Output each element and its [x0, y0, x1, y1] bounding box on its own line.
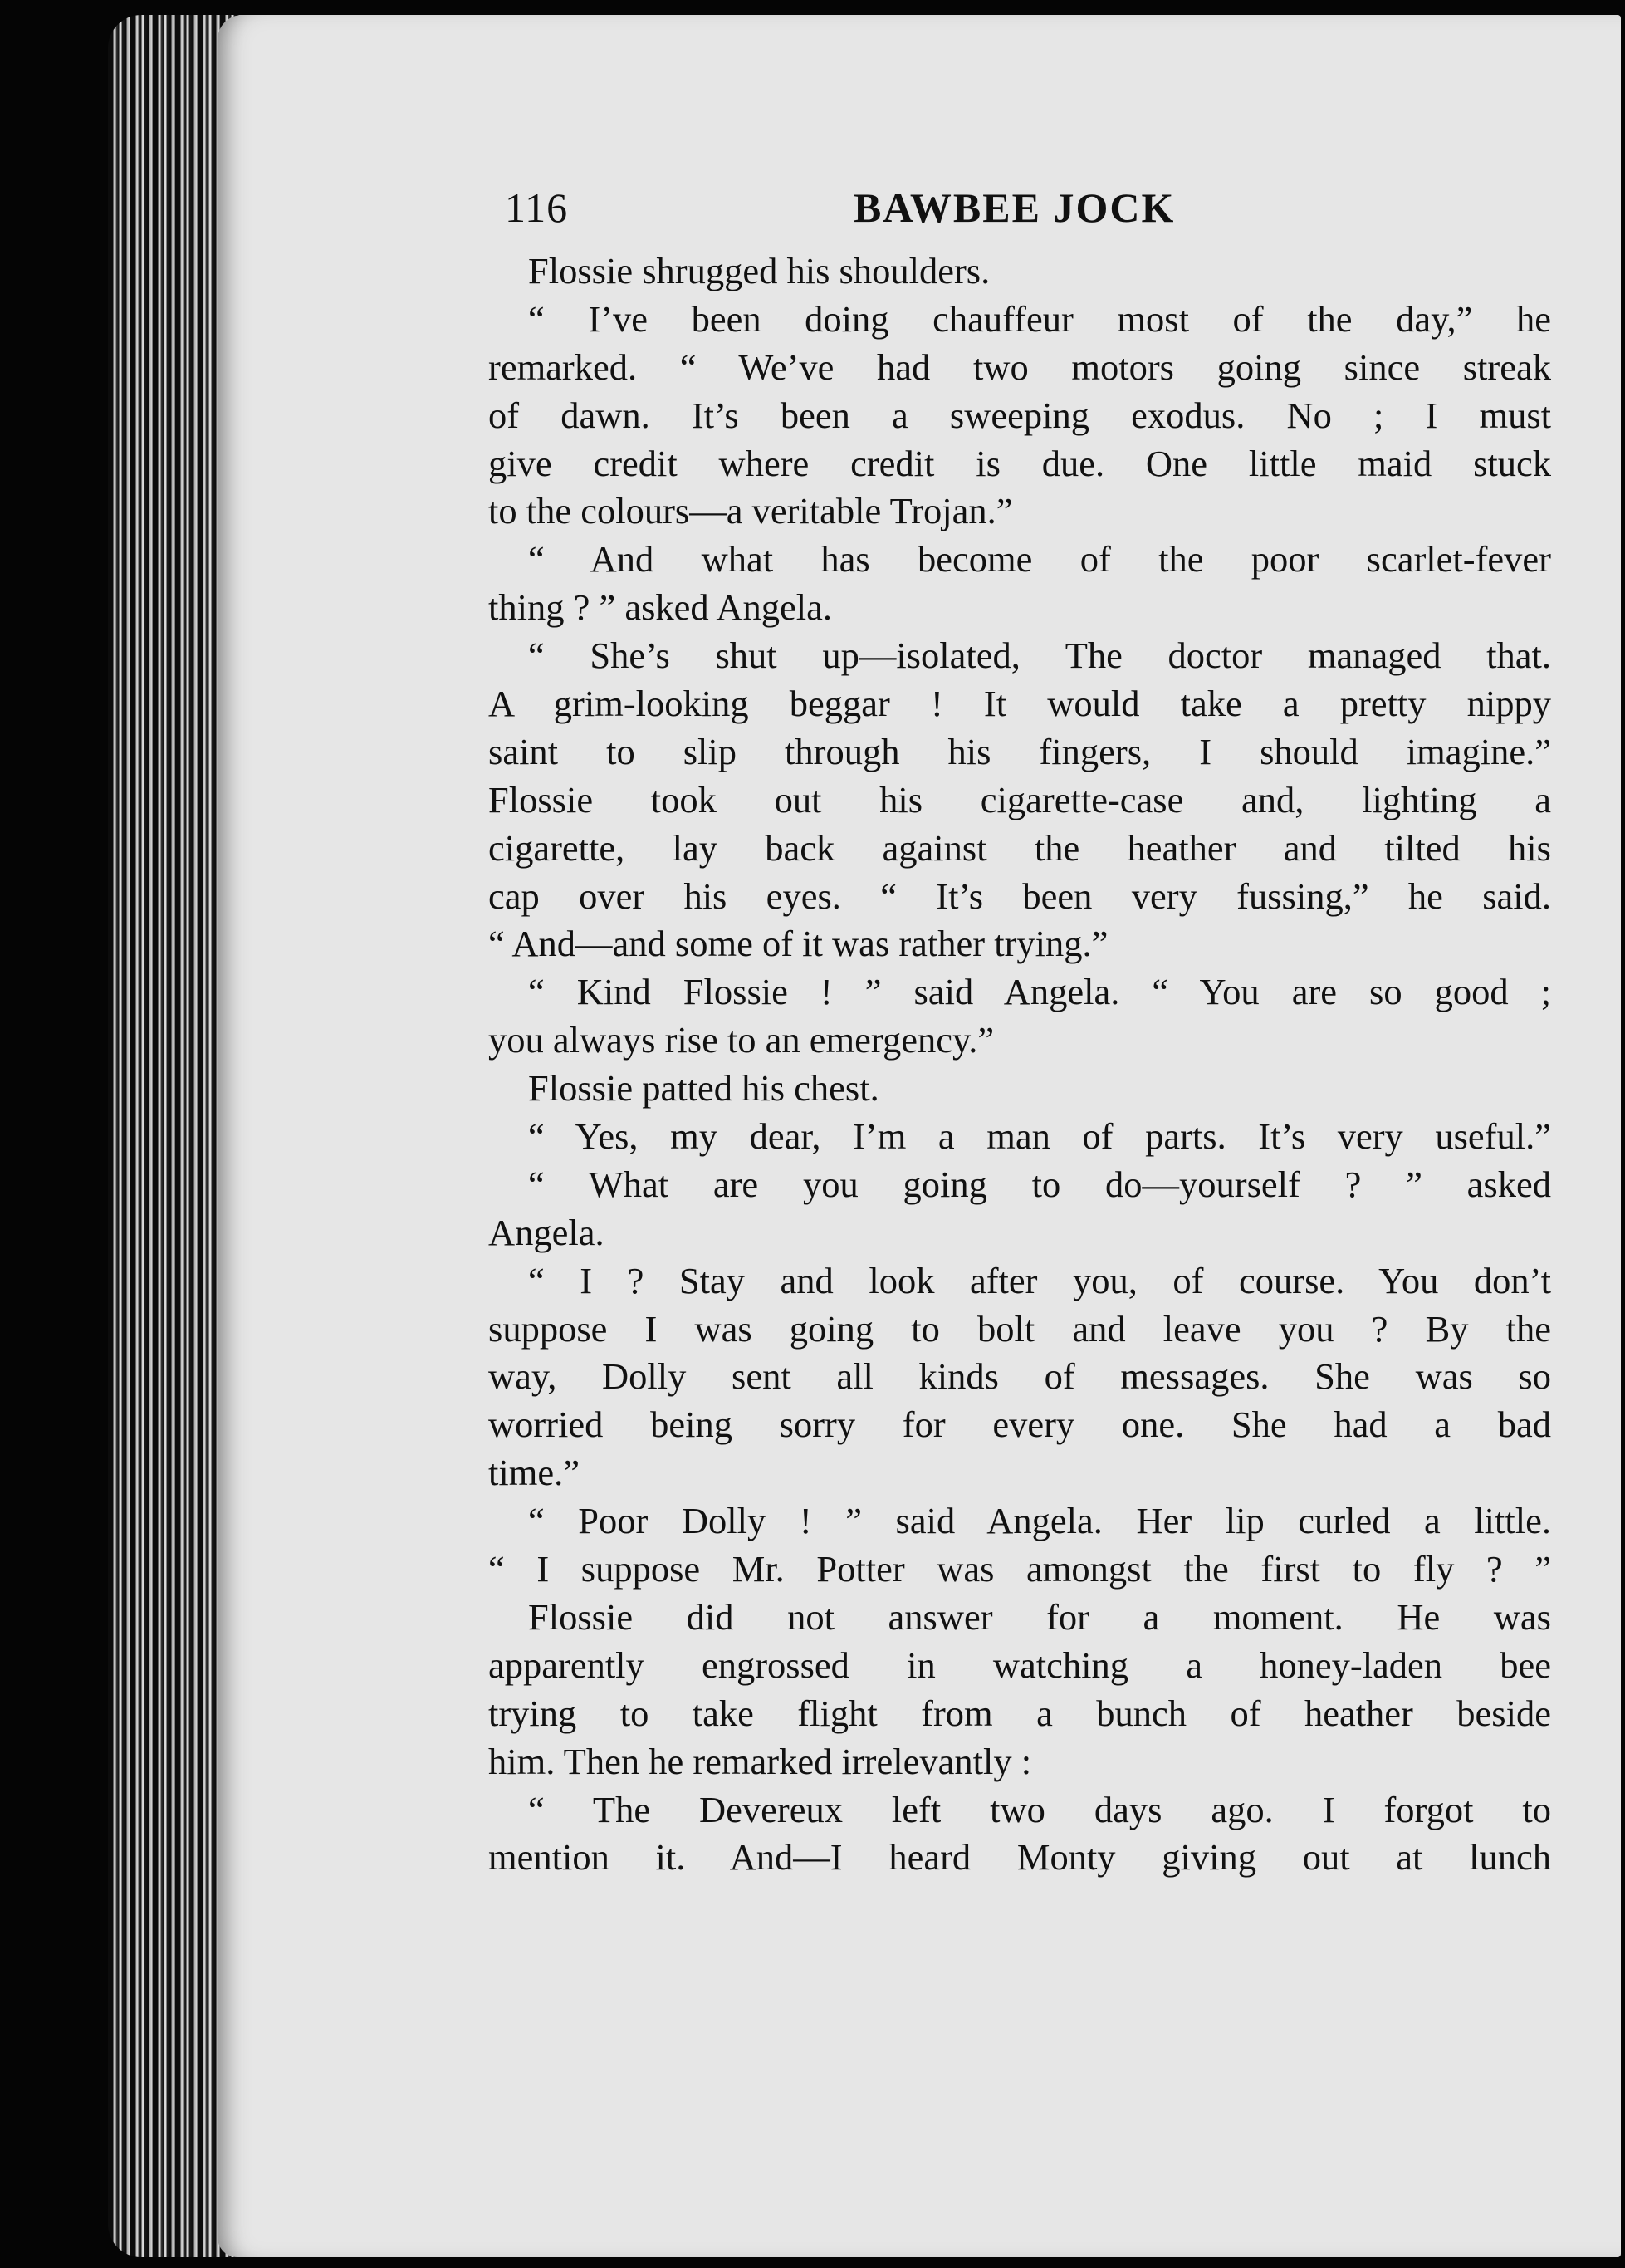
text-line: way, Dolly sent all kinds of messages. She was so — [488, 1355, 1551, 1398]
body-text — [488, 247, 1551, 1882]
text-line: “ And what has become of the poor scarlet-fever — [528, 538, 1551, 580]
running-head — [488, 174, 1551, 241]
text-line: “ I ? Stay and look after you, of course. You don’t — [528, 1259, 1551, 1301]
text-line: cap over his eyes. “ It’s been very fussing,” he said. — [488, 874, 1551, 917]
text-line: you always rise to an emergency.” — [488, 1019, 995, 1061]
page-number: 116 — [505, 184, 569, 231]
text-line: “ Kind Flossie ! ” said Angela. “ You are so good ; — [528, 971, 1551, 1013]
text-line: suppose I was going to bolt and leave you ? By the — [488, 1307, 1551, 1350]
running-head-title: BAWBEE JOCK — [854, 184, 1176, 231]
text-line: “ I’ve been doing chauffeur most of the day,” he — [528, 297, 1551, 340]
page-content — [488, 174, 1551, 1882]
text-line: “ Poor Dolly ! ” said Angela. Her lip curled a little. — [528, 1500, 1551, 1542]
text-line: apparently engrossed in watching a honey-laden bee — [488, 1643, 1551, 1686]
text-line: worried being sorry for every one. She had a bad — [488, 1403, 1551, 1446]
text-line: time.” — [488, 1452, 580, 1494]
text-line: Flossie took out his cigarette-case and, lighting a — [488, 778, 1551, 820]
text-line: “ She’s shut up—isolated, The doctor managed that. — [528, 634, 1551, 677]
text-line: trying to take flight from a bunch of heather beside — [488, 1692, 1551, 1734]
text-line: cigarette, lay back against the heather and tilted his — [488, 826, 1551, 869]
text-line: remarked. “ We’ve had two motors going since streak — [488, 345, 1551, 388]
text-line: Flossie shrugged his shoulders. — [528, 250, 991, 291]
text-line: “ Yes, my dear, I’m a man of parts. It’s very useful.” — [528, 1115, 1551, 1158]
text-line: to the colours—a veritable Trojan.” — [488, 490, 1013, 532]
text-line: saint to slip through his fingers, I should imagine.” — [488, 730, 1551, 772]
text-line: “ The Devereux left two days ago. I forgot to — [528, 1788, 1551, 1830]
text-line: thing ? ” asked Angela. — [488, 586, 832, 629]
text-line: A grim-looking beggar ! It would take a pretty nippy — [488, 683, 1551, 725]
text-line: of dawn. It’s been a sweeping exodus. No ; I must — [488, 394, 1551, 436]
text-line: mention it. And—I heard Monty giving out at lunch — [488, 1836, 1551, 1879]
text-line: Flossie did not answer for a moment. He was — [528, 1595, 1551, 1638]
text-line: Flossie patted his chest. — [528, 1067, 879, 1110]
text-line: “ And—and some of it was rather trying.” — [488, 923, 1109, 965]
text-line: “ I suppose Mr. Potter was amongst the first to fly ? ” — [488, 1548, 1551, 1590]
text-line: Angela. — [488, 1211, 604, 1253]
text-line: him. Then he remarked irrelevantly : — [488, 1740, 1032, 1782]
text-line: give credit where credit is due. One little maid stuck — [488, 442, 1551, 484]
text-line: “ What are you going to do—yourself ? ” asked — [528, 1163, 1551, 1205]
